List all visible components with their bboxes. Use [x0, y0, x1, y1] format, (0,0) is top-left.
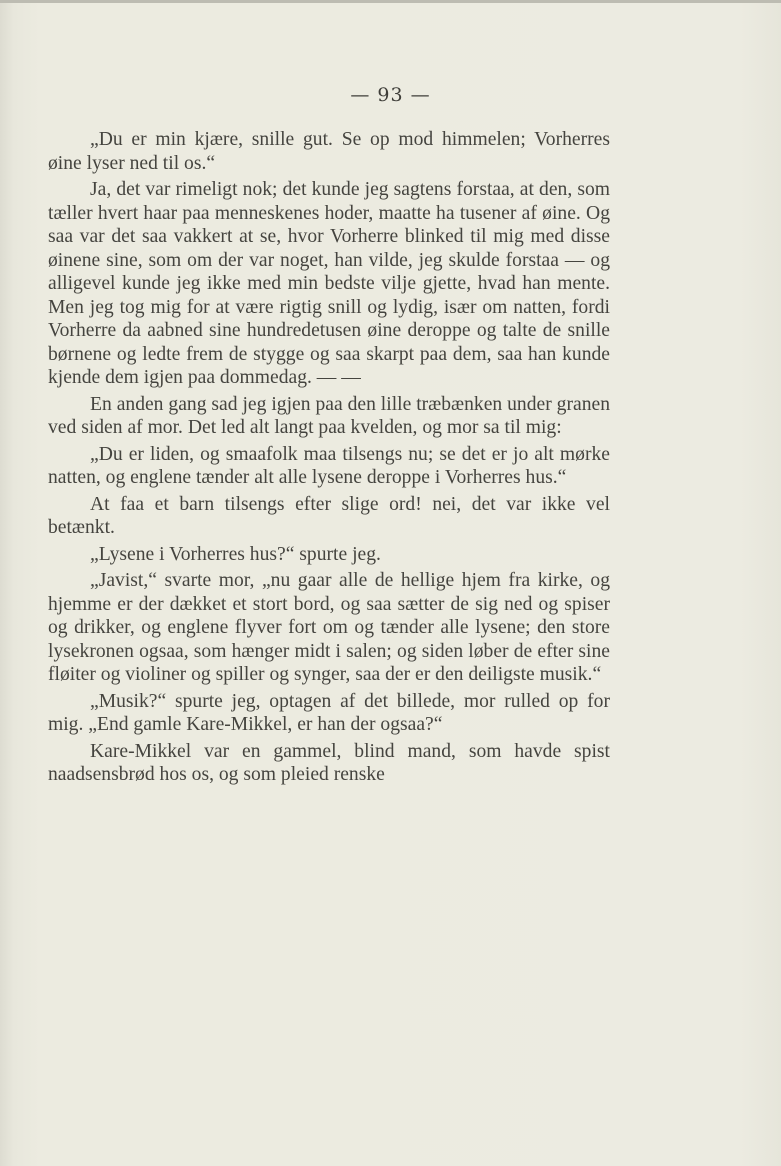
paragraph: „Musik?“ spurte jeg, optagen af det billede, mor rulled op for mig. „End gamle Kare-Mikkel, er han der ogsaa?“ — [48, 690, 610, 735]
paragraph: At faa et barn tilsengs efter slige ord! nei, det var ikke vel betænkt. — [48, 493, 610, 538]
paragraph: „Du er liden, og smaafolk maa tilsengs nu; se det er jo alt mørke natten, og englene tænder alt alle lysene deroppe i Vorherres hus.“ — [48, 443, 610, 488]
page-number: — 93 — — [350, 84, 431, 106]
paragraph: En anden gang sad jeg igjen paa den lille træbænken under granen ved siden af mor. Det led alt langt paa kvelden, og mor sa til mig: — [48, 393, 610, 438]
body-text — [48, 128, 610, 790]
paragraph: „Lysene i Vorherres hus?“ spurte jeg. — [90, 543, 381, 565]
paragraph: „Javist,“ svarte mor, „nu gaar alle de hellige hjem fra kirke, og hjemme er der dækket et stort bord, og saa sætter de sig ned og spiser og drikker, og englene flyver fort om og tænder alle lysene; den store lysekronen ogsaa, som hænger midt i salen; og siden løber de efter sine fløiter og violiner og spiller og synger, saa der er den deiligste musik.“ — [48, 570, 610, 685]
paragraph: „Du er min kjære, snille gut. Se op mod himmelen; Vorherres øine lyser ned til os.“ — [48, 129, 610, 174]
paragraph: Ja, det var rimeligt nok; det kunde jeg sagtens forstaa, at den, som tæller hvert haar paa menneskenes hoder, maatte ha tusener af øine. Og saa var det saa vakkert at se, hvor Vorherre blinked til mig med disse øinene sine, som om der var noget, han vilde, jeg skulde forstaa — og alligevel kunde jeg ikke med min bedste vilje gjette, hvad han mente. Men jeg tog mig for at være rigtig snill og lydig, især om natten, fordi Vorherre da aabned sine hundredetusen øine deroppe og talte de snille børnene og ledte frem de stygge og saa skarpt paa dem, saa han kunde kjende dem igjen paa dommedag. — — — [48, 179, 610, 388]
page-top-edge — [0, 0, 781, 3]
paragraph: Kare-Mikkel var en gammel, blind mand, som havde spist naadsensbrød hos os, og som pleied renske — [48, 740, 610, 785]
